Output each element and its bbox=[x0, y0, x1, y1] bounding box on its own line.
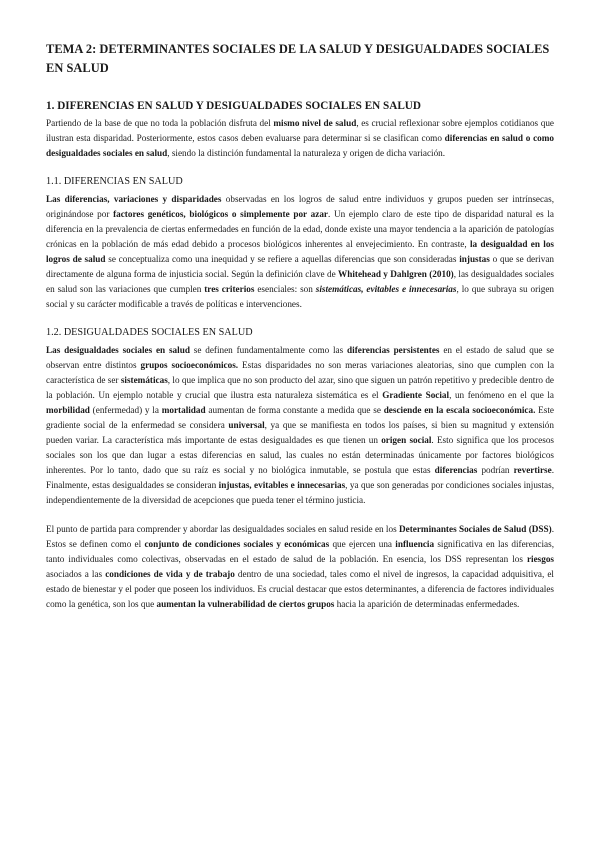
emphasis-text: conjunto de condiciones sociales y económicas bbox=[144, 539, 330, 549]
emphasis-text: influencia bbox=[395, 539, 435, 549]
emphasis-text: desciende en la escala socioeconómica. bbox=[383, 405, 536, 415]
emphasis-text: tres criterios bbox=[204, 284, 255, 294]
emphasis-text: sistemáticas, evitables e innecesarias bbox=[315, 284, 457, 294]
body-text: , siendo la distinción fundamental la naturaleza y origen de dicha variación. bbox=[167, 148, 446, 158]
body-text: , un fenómeno en el que la bbox=[449, 390, 554, 400]
section-heading-1-2: 1.2. DESIGUALDADES SOCIALES EN SALUD bbox=[46, 327, 253, 338]
body-text: . Estos se definen como el bbox=[46, 524, 554, 549]
body-text: en el estado de salud que se observan entre distintos bbox=[46, 345, 554, 370]
section-1-2-paragraph-1 bbox=[46, 343, 554, 508]
body-text: Estas disparidades no son meras variaciones aleatorias, sino que cumplen con la característica de ser bbox=[46, 360, 555, 385]
emphasis-text: morbilidad bbox=[46, 405, 90, 415]
body-text: podrían bbox=[477, 465, 514, 475]
emphasis-text: sistemáticas bbox=[120, 375, 168, 385]
body-text: , las desigualdades sociales en salud son las variaciones que cumplen bbox=[46, 269, 554, 294]
section-heading-1: 1. DIFERENCIAS EN SALUD Y DESIGUALDADES SOCIALES EN SALUD bbox=[46, 100, 421, 112]
section-1-2-paragraph-2 bbox=[46, 522, 554, 612]
body-text: hacia la aparición de determinadas enfermedades. bbox=[334, 599, 520, 609]
section-1-1-paragraph-1 bbox=[46, 192, 554, 312]
emphasis-text: aumentan la vulnerabilidad de ciertos grupos bbox=[156, 599, 335, 609]
emphasis-text: diferencias en salud o como desigualdades sociales en salud bbox=[46, 133, 554, 158]
body-text: observadas en los logros de salud entre individuos y grupos pueden ser intrínsecas, originándose por bbox=[46, 194, 554, 219]
body-text: , lo que subraya su origen social y su carácter modificable a través de políticas e intervenciones. bbox=[46, 284, 554, 309]
emphasis-text: riesgos bbox=[526, 554, 554, 564]
body-text: dentro de una sociedad, tales como el nivel de ingresos, la capacidad adquisitiva, el estado de bienestar y el poder que poseen los individuos. Es crucial destacar que estos determinantes, a diferencia de factores individuales como la genética, son los que bbox=[46, 569, 554, 609]
body-text: o que se derivan directamente de alguna forma de injusticia social. Según la definición clave de bbox=[46, 254, 554, 279]
emphasis-text: factores genéticos, biológicos o simplemente por azar bbox=[113, 209, 328, 219]
body-text: que ejercen una bbox=[329, 539, 396, 549]
emphasis-text: mortalidad bbox=[161, 405, 206, 415]
body-text: asociados a las bbox=[46, 569, 106, 579]
body-text: , ya que se manifiesta en todos los países, si bien su magnitud y extensión pueden variar. La característica más importante de estas desigualdades es que tienen un bbox=[46, 420, 554, 445]
emphasis-text: origen social bbox=[381, 435, 432, 445]
body-text: . Un ejemplo claro de este tipo de disparidad natural es la diferencia en la prevalencia de ciertas enfermedades en función de la edad, donde existe una mayor tendencia a la aparición de patologías crónicas en la población de más edad debido a procesos biológicos inherentes al envejecimiento. En contraste, bbox=[46, 209, 554, 249]
body-text: esenciales: son bbox=[254, 284, 316, 294]
body-text: . Esto significa que los procesos sociales son los que dan lugar a estas diferencias en salud, las cuales no están determinadas únicamente por factores biológicos inherentes. Por lo tanto, dado que su raíz es social y no biológica inmutable, se postula que estas bbox=[46, 435, 554, 475]
emphasis-text: universal bbox=[228, 420, 265, 430]
emphasis-text: Las diferencias, variaciones y disparidades bbox=[46, 194, 222, 204]
body-text: significativa en las diferencias, tanto individuales como colectivas, observadas en el estado de salud de la población. En esencia, los DSS representan los bbox=[46, 539, 554, 564]
emphasis-text: injustas, evitables e innecesarias bbox=[218, 480, 346, 490]
body-text: , lo que implica que no son producto del azar, sino que siguen un patrón repetitivo y predecible dentro de la población. Un ejemplo notable y crucial que ilustra esta naturaleza sistemática es el bbox=[46, 375, 554, 400]
emphasis-text: Whitehead y Dahlgren (2010) bbox=[338, 269, 454, 279]
section-1-paragraph-1 bbox=[46, 116, 554, 161]
body-text: Este gradiente social de la enfermedad se considera bbox=[46, 405, 554, 430]
emphasis-text: revertirse bbox=[513, 465, 552, 475]
body-text: , ya que son generadas por condiciones sociales injustas, independientemente de la diversidad de acepciones que pueda tener el término justicia. bbox=[46, 480, 554, 505]
emphasis-text: Gradiente Social bbox=[382, 390, 450, 400]
emphasis-text: diferencias persistentes bbox=[347, 345, 440, 355]
body-text: Partiendo de la base de que no toda la población disfruta del bbox=[46, 118, 274, 128]
emphasis-text: condiciones de vida y de trabajo bbox=[105, 569, 235, 579]
body-text: se definen fundamentalmente como las bbox=[189, 345, 348, 355]
emphasis-text: diferencias bbox=[434, 465, 478, 475]
emphasis-text: Determinantes Sociales de Salud (DSS) bbox=[398, 524, 552, 534]
body-text: aumentan de forma constante a medida que se bbox=[205, 405, 384, 415]
emphasis-text: la desigualdad en los logros de salud bbox=[46, 239, 554, 264]
emphasis-text: injustas bbox=[459, 254, 490, 264]
body-text: El punto de partida para comprender y abordar las desigualdades sociales en salud reside en los bbox=[46, 524, 399, 534]
emphasis-text: mismo nivel de salud bbox=[273, 118, 357, 128]
emphasis-text: grupos socioeconómicos. bbox=[140, 360, 239, 370]
body-text: se conceptualiza como una inequidad y se refiere a aquellas diferencias que son consideradas bbox=[105, 254, 460, 264]
body-text: , es crucial reflexionar sobre ejemplos cotidianos que ilustran esta disparidad. Posteriormente, estos casos deben evaluarse para determinar si se clasifican como bbox=[46, 118, 555, 143]
section-heading-1-1: 1.1. DIFERENCIAS EN SALUD bbox=[46, 176, 183, 187]
emphasis-text: Las desigualdades sociales en salud bbox=[46, 345, 190, 355]
body-text: (enfermedad) y la bbox=[89, 405, 162, 415]
body-text: . Finalmente, estas desigualdades se consideran bbox=[46, 465, 554, 490]
document-title: TEMA 2: DETERMINANTES SOCIALES DE LA SALUD Y DESIGUALDADES SOCIALES EN SALUD bbox=[46, 42, 550, 75]
